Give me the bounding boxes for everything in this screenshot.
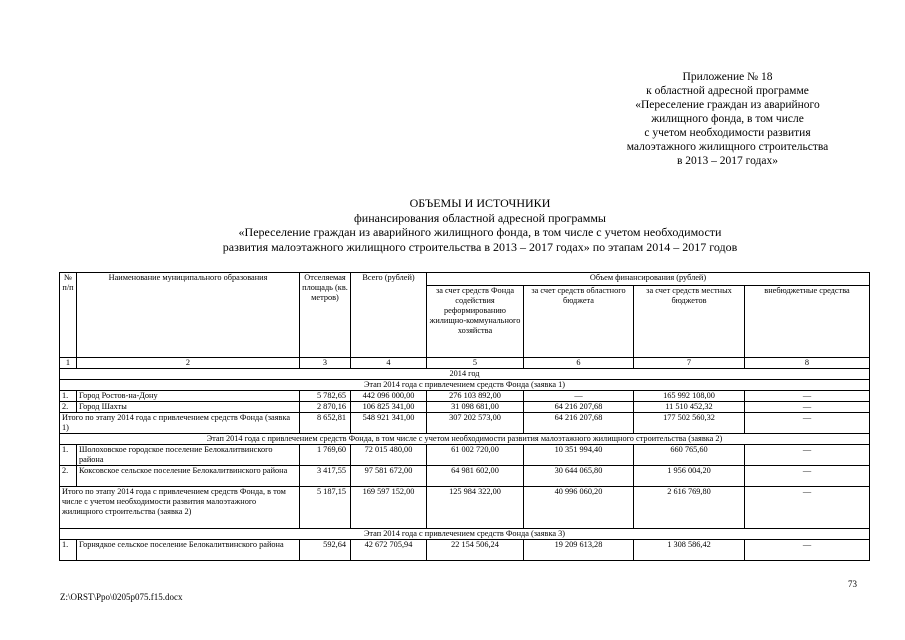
row-num: 1. — [60, 445, 77, 466]
row-area: 592,64 — [300, 540, 351, 561]
row-area: 1 769,60 — [300, 445, 351, 466]
row-fund: 31 098 681,00 — [427, 402, 524, 413]
stage-row — [60, 434, 870, 445]
file-path: Z:\ORST\Ppo\0205p075.f15.docx — [60, 592, 183, 602]
header-num: № п/п — [60, 273, 77, 358]
stage-title: Этап 2014 года с привлечением средств Фонда (заявка 1) — [60, 380, 870, 391]
appendix-line: Приложение № 18 — [682, 71, 773, 83]
subtotal-area: 5 187,15 — [300, 487, 351, 529]
column-number: 5 — [427, 358, 524, 369]
row-name: Горнядкое сельское поселение Белокалитвинского района — [77, 540, 300, 561]
subtotal-row — [60, 413, 870, 434]
subtotal-local: 177 502 560,32 — [634, 413, 745, 434]
subtotal-total: 169 597 152,00 — [351, 487, 427, 529]
subtotal-extra: — — [745, 487, 870, 529]
page-number: 73 — [848, 579, 857, 589]
table-row — [60, 391, 870, 402]
table-row — [60, 445, 870, 466]
appendix-line: «Переселение граждан из аварийного — [635, 99, 820, 111]
row-extra: — — [745, 540, 870, 561]
subtotal-row — [60, 487, 870, 529]
table-row — [60, 466, 870, 487]
column-number: 2 — [77, 358, 300, 369]
row-num: 1. — [60, 391, 77, 402]
stage-row — [60, 380, 870, 391]
row-local: 1 308 586,42 — [634, 540, 745, 561]
row-total: 97 581 672,00 — [351, 466, 427, 487]
document-title — [120, 196, 840, 254]
column-number-row — [60, 358, 870, 369]
row-local: 660 765,60 — [634, 445, 745, 466]
row-extra: — — [745, 391, 870, 402]
column-number: 4 — [351, 358, 427, 369]
row-fund: 64 981 602,00 — [427, 466, 524, 487]
row-num: 1. — [60, 540, 77, 561]
subtotal-total: 548 921 341,00 — [351, 413, 427, 434]
column-number: 6 — [524, 358, 634, 369]
row-regional: 19 209 613,28 — [524, 540, 634, 561]
row-name: Шолоховское городское поселение Белокалитвинского района — [77, 445, 300, 466]
appendix-line: с учетом необходимости развития — [644, 127, 811, 139]
subtotal-name: Итого по этапу 2014 года с привлечением средств Фонда (заявка 1) — [60, 413, 300, 434]
row-local: 1 956 004,20 — [634, 466, 745, 487]
header-fund: за счет средств Фонда содействия реформированию жилищно-коммунального хозяйства — [427, 286, 524, 358]
header-regional: за счет средств областного бюджета — [524, 286, 634, 358]
appendix-line: малоэтажного жилищного строительства — [626, 141, 829, 153]
table-row — [60, 540, 870, 561]
header-area: Отселяемая площадь (кв. метров) — [300, 273, 351, 358]
subtotal-name-text: Итого по этапу 2014 года с привлечением средств Фонда, в том числе с учетом необходимости развития малоэтажного жилищного строительства (заявка 2) — [62, 487, 286, 516]
appendix-line: к областной адресной программе — [646, 85, 809, 97]
row-fund: 61 002 720,00 — [427, 445, 524, 466]
title-main: ОБЪЕМЫ И ИСТОЧНИКИ — [409, 196, 551, 210]
title-line: развития малоэтажного жилищного строительства в 2013 – 2017 годах» по этапам 2014 – 2017 годов — [222, 239, 738, 254]
year-label: 2014 год — [60, 369, 870, 380]
appendix-line: в 2013 – 2017 годах» — [677, 155, 778, 167]
row-num: 2. — [60, 402, 77, 413]
funding-table — [59, 272, 870, 561]
row-area: 5 782,65 — [300, 391, 351, 402]
row-local: 11 510 452,32 — [634, 402, 745, 413]
appendix-heading — [585, 70, 870, 168]
stage-row — [60, 529, 870, 540]
header-row — [60, 273, 870, 286]
row-extra: — — [745, 466, 870, 487]
row-total: 442 096 000,00 — [351, 391, 427, 402]
column-number: 3 — [300, 358, 351, 369]
row-name: Город Шахты — [77, 402, 300, 413]
row-total: 42 672 705,94 — [351, 540, 427, 561]
stage-title: Этап 2014 года с привлечением средств Фонда (заявка 3) — [60, 529, 870, 540]
title-line: «Переселение граждан из аварийного жилищного фонда, в том числе с учетом необходимости — [238, 225, 722, 239]
subtotal-fund: 307 202 573,00 — [427, 413, 524, 434]
column-number: 1 — [60, 358, 77, 369]
header-local: за счет средств местных бюджетов — [634, 286, 745, 358]
row-local: 165 992 108,00 — [634, 391, 745, 402]
subtotal-area: 8 652,81 — [300, 413, 351, 434]
row-regional: 30 644 065,80 — [524, 466, 634, 487]
row-name: Коксовское сельское поселение Белокалитвинского района — [77, 466, 300, 487]
subtotal-regional: 64 216 207,68 — [524, 413, 634, 434]
header-extra: внебюджетные средства — [745, 286, 870, 358]
row-extra: — — [745, 445, 870, 466]
row-area: 2 870,16 — [300, 402, 351, 413]
row-num: 2. — [60, 466, 77, 487]
row-fund: 276 103 892,00 — [427, 391, 524, 402]
row-total: 72 015 480,00 — [351, 445, 427, 466]
year-row — [60, 369, 870, 380]
stage-title: Этап 2014 года с привлечением средств Фонда, в том числе с учетом необходимости развития малоэтажного жилищного строительства (заявка 2) — [60, 434, 870, 445]
column-number: 7 — [634, 358, 745, 369]
column-number: 8 — [745, 358, 870, 369]
subtotal-fund: 125 984 322,00 — [427, 487, 524, 529]
table-row — [60, 402, 870, 413]
header-name: Наименование муниципального образования — [77, 273, 300, 358]
row-extra: — — [745, 402, 870, 413]
row-fund: 22 154 506,24 — [427, 540, 524, 561]
row-regional: — — [524, 391, 634, 402]
header-funding: Объем финансирования (рублей) — [427, 273, 870, 286]
appendix-line: жилищного фонда, в том числе — [651, 113, 804, 125]
subtotal-name — [60, 487, 300, 529]
row-area: 3 417,55 — [300, 466, 351, 487]
subtotal-extra: — — [745, 413, 870, 434]
subtotal-regional: 40 996 060,20 — [524, 487, 634, 529]
header-total: Всего (рублей) — [351, 273, 427, 358]
title-line: финансирования областной адресной программы — [354, 210, 606, 225]
subtotal-local: 2 616 769,80 — [634, 487, 745, 529]
row-regional: 10 351 994,40 — [524, 445, 634, 466]
row-name: Город Ростов-на-Дону — [77, 391, 300, 402]
row-total: 106 825 341,00 — [351, 402, 427, 413]
row-regional: 64 216 207,68 — [524, 402, 634, 413]
